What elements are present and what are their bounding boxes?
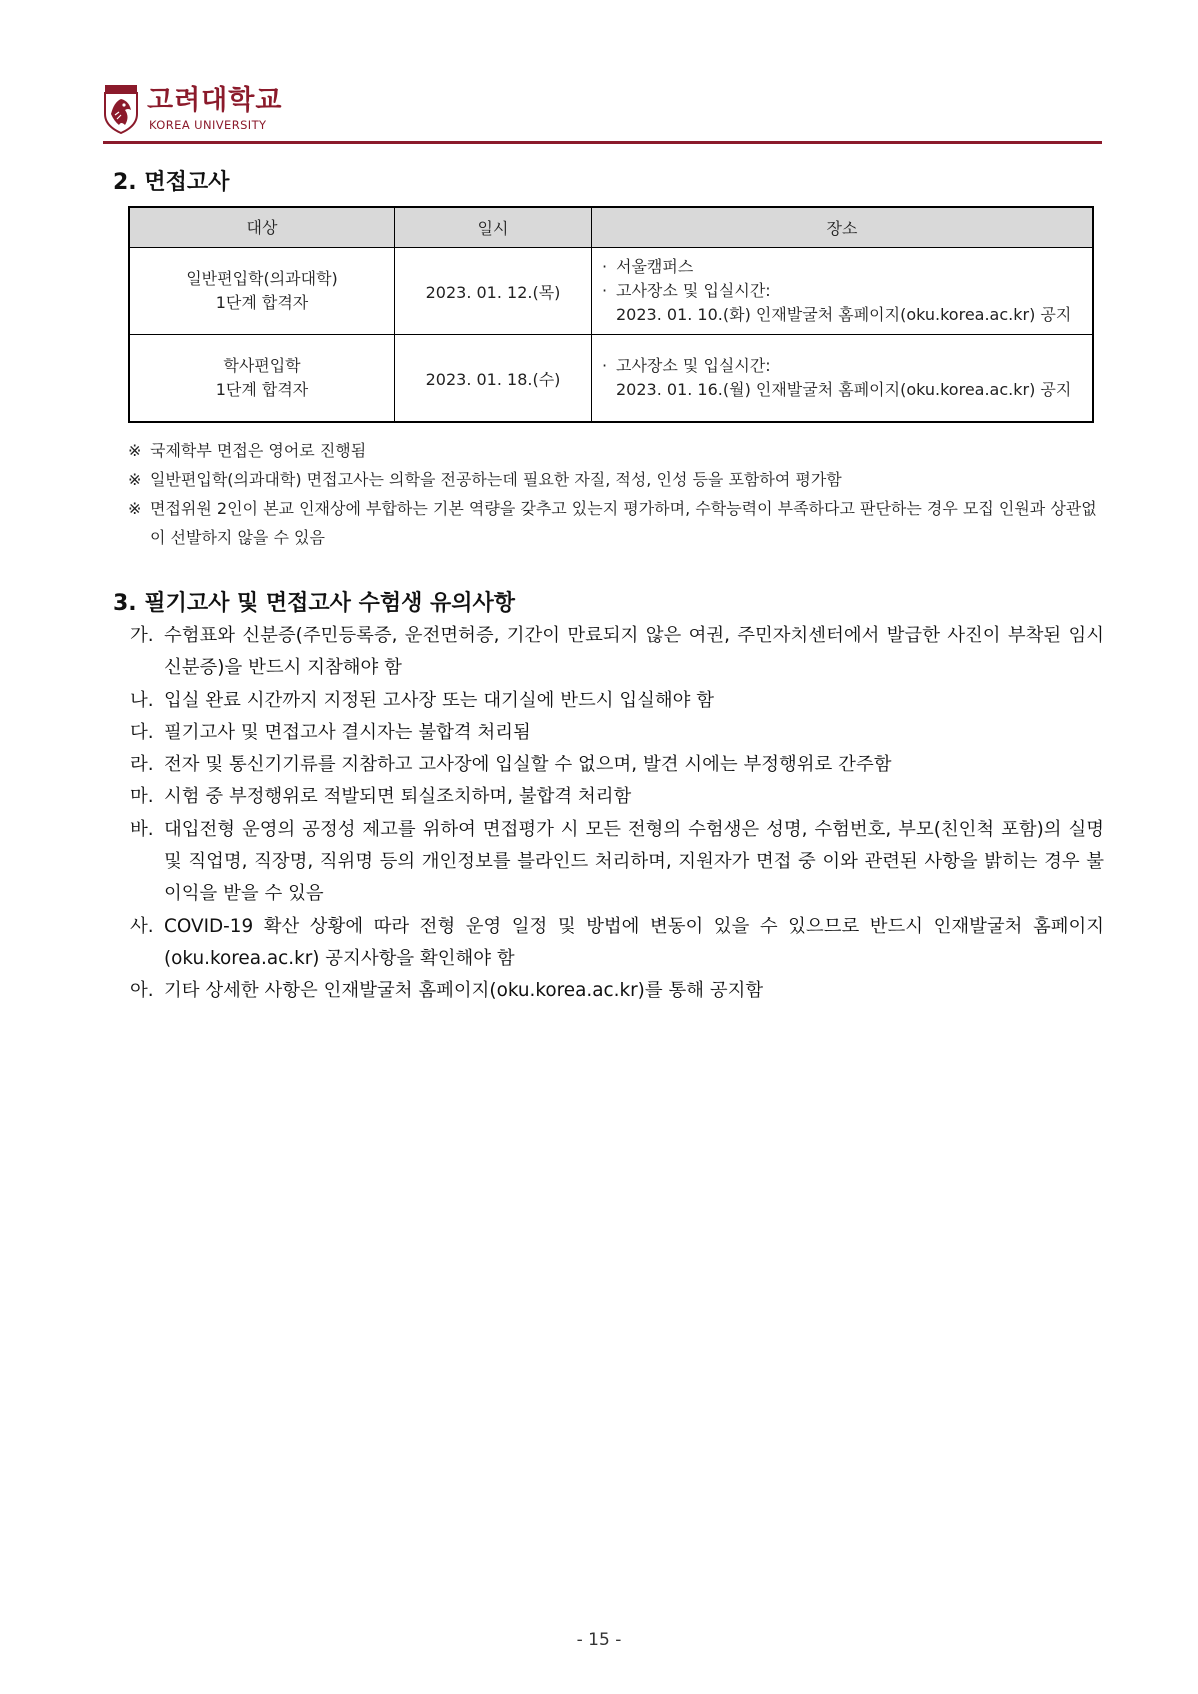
- target-line: 학사편입학: [223, 356, 301, 375]
- reference-mark: ※: [128, 470, 142, 489]
- place-line: [602, 279, 1092, 303]
- reference-mark: ※: [128, 499, 142, 518]
- place-line: [602, 378, 1092, 402]
- section-title-interview: 2. 면접고사: [113, 170, 230, 195]
- place-text: 고사장소 및 입실시간:: [616, 356, 771, 375]
- column-header-target: 대상: [129, 207, 395, 248]
- target-line: 일반편입학(의과대학): [186, 269, 338, 288]
- item-text: 수험표와 신분증(주민등록증, 운전면허증, 기간이 만료되지 않은 여권, 주민자치센터에서 발급한 사진이 부착된 임시신분증)을 반드시 지참해야 함: [164, 625, 1104, 679]
- column-header-place: 장소: [592, 207, 1094, 248]
- item-marker: 라.: [130, 754, 154, 776]
- reference-mark: ※: [128, 441, 142, 460]
- list-item: [130, 620, 1104, 685]
- item-marker: 마.: [130, 786, 154, 808]
- target-cell: [129, 248, 395, 335]
- note-text: 국제학부 면접은 영어로 진행됨: [150, 441, 367, 460]
- precautions-list: [130, 620, 1104, 1008]
- item-marker: 사.: [130, 915, 154, 937]
- note-item: [128, 494, 1103, 552]
- section-title-precautions: 3. 필기고사 및 면접고사 수험생 유의사항: [113, 591, 515, 616]
- bullet-marker: ·: [602, 281, 608, 300]
- list-item: [130, 781, 1104, 813]
- place-line: [602, 255, 1092, 279]
- bullet-marker: ·: [602, 356, 608, 375]
- item-text: 기타 상세한 사항은 인재발굴처 홈페이지(oku.korea.ac.kr)를 통해 공지함: [164, 980, 764, 1002]
- list-item: [130, 814, 1104, 911]
- item-marker: 다.: [130, 721, 154, 743]
- place-line: [602, 354, 1092, 378]
- place-cell: [592, 335, 1094, 423]
- interview-notes: [128, 436, 1103, 552]
- list-item: [130, 685, 1104, 717]
- item-text: 전자 및 통신기기류를 지참하고 고사장에 입실할 수 없으며, 발견 시에는 부정행위로 간주함: [164, 754, 892, 776]
- table-row: [129, 248, 1093, 335]
- place-text: 2023. 01. 16.(월) 인재발굴처 홈페이지(oku.korea.ac.kr) 공지: [616, 380, 1072, 399]
- place-text: 서울캠퍼스: [616, 257, 694, 276]
- target-line: 1단계 합격자: [215, 293, 309, 312]
- column-header-datetime: 일시: [395, 207, 592, 248]
- target-cell: [129, 335, 395, 423]
- item-marker: 바.: [130, 818, 154, 840]
- korea-university-emblem-icon: [103, 84, 139, 134]
- place-line: [602, 303, 1092, 327]
- header-divider: [103, 141, 1102, 144]
- table-header-row: [129, 207, 1093, 248]
- list-item: [130, 911, 1104, 976]
- list-item: [130, 975, 1104, 1007]
- item-marker: 나.: [130, 689, 154, 711]
- item-marker: 가.: [130, 625, 154, 646]
- note-item: [128, 436, 1103, 465]
- place-text: 2023. 01. 10.(화) 인재발굴처 홈페이지(oku.korea.ac.kr) 공지: [616, 305, 1072, 324]
- note-text: 일반편입학(의과대학) 면접고사는 의학을 전공하는데 필요한 자질, 적성, 인성 등을 포함하여 평가함: [150, 470, 842, 489]
- item-text: 시험 중 부정행위로 적발되면 퇴실조치하며, 불합격 처리함: [164, 786, 632, 808]
- list-item: [130, 749, 1104, 781]
- interview-schedule-table: [128, 206, 1094, 423]
- bullet-marker: ·: [602, 257, 608, 276]
- logo-english-text: KOREA UNIVERSITY: [149, 118, 267, 132]
- page-header: [103, 84, 1101, 144]
- note-item: [128, 465, 1103, 494]
- item-text: 입실 완료 시간까지 지정된 고사장 또는 대기실에 반드시 입실해야 함: [164, 689, 715, 711]
- item-text: 필기고사 및 면접고사 결시자는 불합격 처리됨: [164, 721, 531, 743]
- logo-korean-text: 고려대학교: [147, 85, 283, 116]
- page-number: - 15 -: [576, 1630, 622, 1650]
- target-line: 1단계 합격자: [215, 380, 309, 399]
- item-marker: 아.: [130, 980, 154, 1002]
- item-text: 대입전형 운영의 공정성 제고를 위하여 면접평가 시 모든 전형의 수험생은 성명, 수험번호, 부모(친인척 포함)의 실명 및 직업명, 직장명, 직위명 등의 개인정보를 블라인드 처리하며, 지원자가 면접 중 이와 관련된 사항을 밝히는 경우 불이익을 받을 수 있음: [164, 818, 1104, 905]
- item-text: COVID-19 확산 상황에 따라 전형 운영 일정 및 방법에 변동이 있을 수 있으므로 반드시 인재발굴처 홈페이지(oku.korea.ac.kr) 공지사항을 확인해야 함: [164, 915, 1104, 969]
- note-text: 면접위원 2인이 본교 인재상에 부합하는 기본 역량을 갖추고 있는지 평가하며, 수학능력이 부족하다고 판단하는 경우 모집 인원과 상관없이 선발하지 않을 수 있음: [150, 499, 1097, 547]
- table-row: [129, 335, 1093, 423]
- datetime-cell: 2023. 01. 12.(목): [395, 248, 592, 335]
- list-item: [130, 717, 1104, 749]
- place-cell: [592, 248, 1094, 335]
- place-text: 고사장소 및 입실시간:: [616, 281, 771, 300]
- datetime-cell: 2023. 01. 18.(수): [395, 335, 592, 423]
